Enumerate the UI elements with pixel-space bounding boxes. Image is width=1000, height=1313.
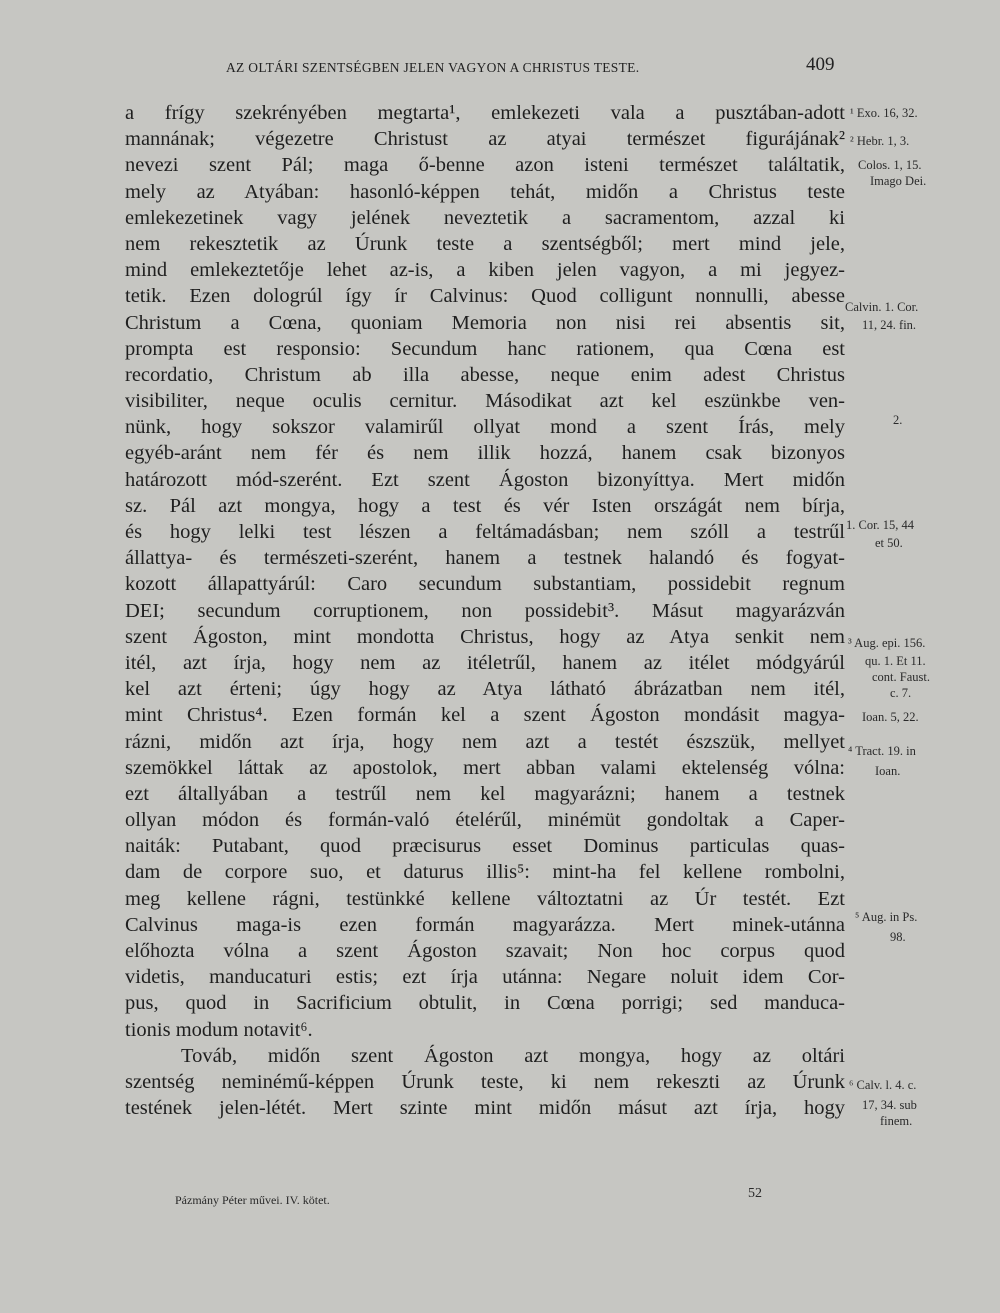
text-line: videtis, manducaturi estis; ezt írja utánna: Negare noluit idem Cor-: [125, 966, 845, 989]
text-line: tionis modum notavit⁶.: [125, 1018, 313, 1041]
text-line: és hogy lelki test lészen a feltámadásban; nem szóll a testrűl: [125, 521, 845, 543]
text-line: nevezi szent Pál; maga ő-benne azon isteni természet találtatik,: [125, 154, 845, 177]
margin-note: ⁴ Tract. 19. in: [848, 744, 916, 758]
text-line: kozott állapattyárúl: Caro secundum substantiam, possidebit regnum: [125, 573, 845, 596]
margin-note: ¹ Exo. 16, 32.: [850, 106, 918, 120]
text-line: előhozta vólna a szent Ágoston szavait; Non hoc corpus quod: [125, 940, 845, 962]
text-line: Calvinus maga-is ezen formán magyarázza. Mert minek-utánna: [125, 913, 845, 936]
margin-note: Calvin. 1. Cor.: [845, 300, 919, 314]
text-line: szentség neminémű-képpen Úrunk teste, ki nem rekeszti az Úrunk: [125, 1070, 845, 1093]
text-line: mely az Atyában: hasonló-képpen tehát, midőn a Christus teste: [125, 180, 845, 203]
text-line: rázni, midőn azt írja, hogy nem azt a testét észszük, mellyet: [125, 730, 845, 753]
margin-note: Colos. 1, 15.: [858, 158, 922, 172]
margin-note: 17, 34. sub: [862, 1098, 917, 1112]
margin-note: ² Hebr. 1, 3.: [850, 134, 910, 148]
margin-note: Ioan. 5, 22.: [862, 710, 919, 724]
text-line: prompta est responsio: Secundum hanc rationem, qua Cœna est: [125, 337, 845, 360]
text-line: visibiliter, neque oculis cernitur. Másodikat azt kel eszünkbe ven-: [125, 390, 845, 413]
body-text: [125, 100, 845, 1121]
margin-note: ⁵ Aug. in Ps.: [855, 910, 918, 924]
margin-note: finem.: [880, 1114, 913, 1128]
running-title: AZ OLTÁRI SZENTSÉGBEN JELEN VAGYON A CHRISTUS TESTE.: [226, 60, 640, 75]
text-line: mannának; végezetre Christust az atyai természet figurájának²: [125, 128, 845, 151]
margin-note: et 50.: [875, 536, 903, 550]
text-line: Christum a Cœna, quoniam Memoria non nisi rei absentis sit,: [125, 311, 845, 334]
margin-note: Imago Dei.: [870, 174, 927, 188]
margin-note: ³ Aug. epi. 156.: [848, 636, 926, 650]
text-line: meg kellene rágni, testünkké kellene változtatni az Úr testét. Ezt: [125, 887, 845, 910]
text-line: kel azt érteni; úgy hogy az Atya látható ábrázatban nem itél,: [125, 678, 845, 701]
text-line: nem rekesztetik az Úrunk teste a szentségből; mert mind jele,: [125, 232, 845, 255]
margin-note: Ioan.: [875, 764, 901, 778]
footer-series-title: Pázmány Péter művei. IV. kötet.: [175, 1193, 330, 1207]
text-line: pus, quod in Sacrificium obtulit, in Cœna porrigi; sed manduca-: [125, 992, 845, 1015]
text-line: szent Ágoston, mint mondotta Christus, hogy az Atya senkit nem: [125, 625, 845, 648]
text-line: egyéb-aránt nem fér és nem illik hozzá, hanem csak bizonyos: [125, 442, 845, 465]
text-line: ollyan módon és formán-való ételérűl, minémüt gondoltak a Caper-: [125, 809, 845, 832]
margin-note: 1. Cor. 15, 44: [846, 518, 915, 532]
text-line: határozott mód-szerént. Ezt szent Ágoston bizonyíttya. Mert midőn: [125, 468, 845, 491]
text-line: nünk, hogy sokszor valamirűl ollyat mond a szent Írás, mely: [125, 416, 845, 439]
text-line: tetik. Ezen dologrúl így ír Calvinus: Quod colligunt nonnulli, abesse: [125, 285, 845, 308]
text-line: dam de corpore suo, et daturus illis⁵: mint-ha fel kellene rombolni,: [125, 861, 845, 884]
text-line: ezt általlyában a testrűl nem kel magyarázni; hanem a testnek: [125, 782, 845, 805]
margin-note: 11, 24. fin.: [862, 318, 917, 332]
text-line: Továb, midőn szent Ágoston azt mongya, hogy az oltári: [181, 1044, 845, 1067]
text-line: a frígy szekrényében megtarta¹, emlekezeti vala a pusztában-adott: [125, 102, 845, 124]
text-line: recordatio, Christum ab illa abesse, neque enim adest Christus: [125, 363, 845, 386]
margin-note: qu. 1. Et 11.: [865, 654, 926, 668]
page-number: 409: [806, 54, 835, 75]
text-line: DEI; secundum corruptionem, non possidebit³. Másut magyarázván: [125, 599, 845, 622]
margin-note: ⁶ Calv. l. 4. c.: [849, 1078, 917, 1092]
text-line: testének jelen-létét. Mert szinte mint midőn másut azt írja, hogy: [125, 1097, 845, 1120]
signature-mark: 52: [748, 1186, 762, 1201]
text-line: állattya- és természeti-szerént, hanem a testnek halandó és fogyat-: [125, 547, 845, 570]
text-line: sz. Pál azt mongya, hogy a test és vér Isten országát nem bírja,: [125, 494, 845, 517]
text-line: mind emlekeztetője lehet az-is, a kiben jelen vagyon, a mi jegyez-: [125, 259, 845, 282]
text-line: itél, azt írja, hogy nem az itéletrűl, hanem az itélet módgyárúl: [125, 651, 845, 674]
text-line: naiták: Putabant, quod præcisurus esset Dominus particulas quas-: [125, 835, 845, 858]
text-line: szemökkel láttak az apostolok, mert abban valami ektelenség vólna:: [125, 756, 845, 779]
margin-note: cont. Faust.: [872, 670, 930, 684]
text-line: mint Christus⁴. Ezen formán kel a szent Ágoston mondásit magya-: [125, 704, 845, 727]
margin-note: c. 7.: [890, 686, 912, 700]
text-line: emlekezetinek vagy jelének neveztetik a sacramentom, azzal ki: [125, 206, 845, 229]
margin-note: 2.: [893, 413, 903, 427]
margin-note: 98.: [890, 930, 906, 944]
